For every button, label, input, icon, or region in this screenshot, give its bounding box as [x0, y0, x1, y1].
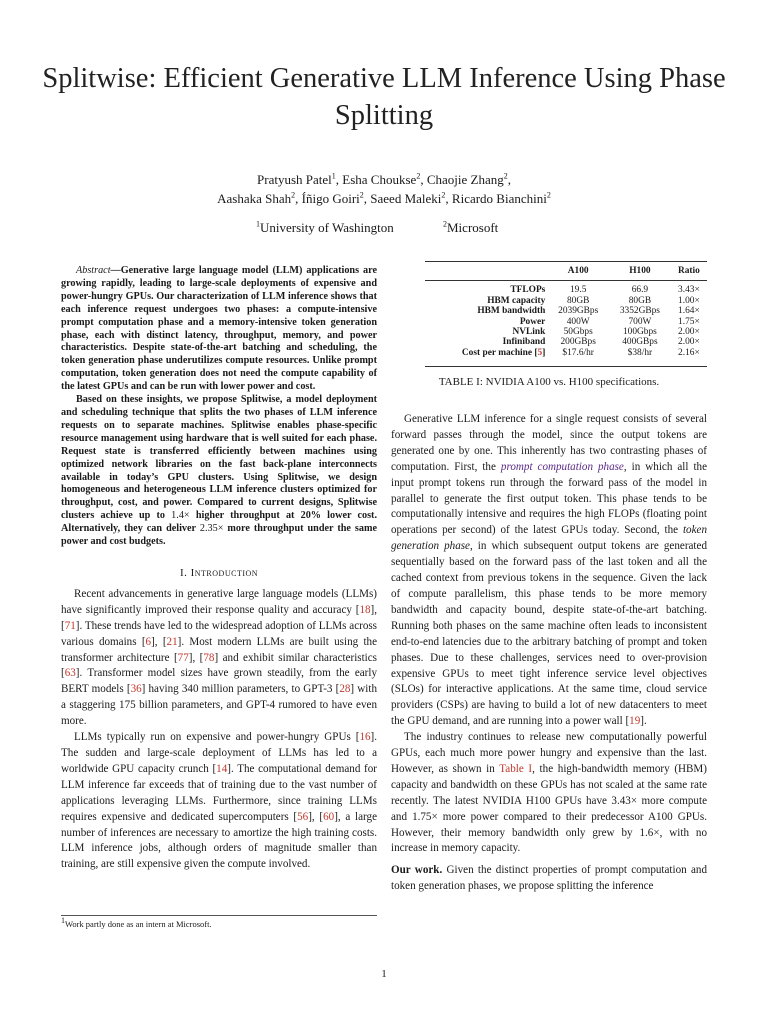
text-run: ] and exhibit similar characteristics [ — [61, 651, 377, 680]
row-label: Power — [519, 316, 546, 327]
author-affil-sup: 2 — [503, 171, 508, 181]
abstract-math: 1.4× — [171, 510, 190, 522]
text-run: ], [ — [188, 651, 204, 664]
left-column — [61, 265, 377, 873]
page-number: 1 — [381, 968, 387, 980]
cell-h100: $38/hr — [627, 347, 653, 358]
author-name: Íñigo Goiri — [301, 191, 360, 206]
cell-h100: 80GB — [628, 295, 652, 306]
citation-link[interactable]: 36 — [130, 683, 142, 696]
abstract-paragraph-2 — [61, 394, 377, 549]
citation-link[interactable]: 71 — [64, 619, 76, 632]
right-paragraph-3 — [391, 863, 707, 895]
cell-h100: 3352GBps — [619, 306, 660, 317]
cell-ratio: 2.16× — [678, 347, 700, 358]
run-in-heading: Our work. — [391, 864, 443, 877]
table-reference-link[interactable]: Table I — [499, 762, 533, 775]
text-run: ], [ — [308, 810, 324, 823]
author-name: Pratyush Patel — [257, 172, 332, 187]
author-line-2: Aashaka Shah$^2$, Íñigo Goiri$^2$, Saeed Maleki$^2$, Ricardo Bianchini$^2$ — [217, 190, 551, 206]
citation-link[interactable]: 63 — [64, 667, 76, 680]
text-run: ]. Transformer model sizes have grown steadily, from the early BERT models [ — [61, 667, 377, 696]
row-label — [425, 348, 547, 358]
footnote — [61, 915, 377, 929]
cell-ratio: 1.64× — [678, 306, 700, 317]
author-affil-sup: 2 — [546, 190, 551, 200]
affiliation-sup: 1 — [256, 219, 260, 229]
citation-link[interactable]: 18 — [359, 603, 371, 616]
citation-link[interactable]: 78 — [203, 651, 215, 664]
affiliation-name: Microsoft — [447, 220, 499, 235]
abstract-text: higher throughput at 20% lower cost. Alternatively, they can deliver — [61, 510, 377, 535]
text-run: The industry continues to release new computationally powerful GPUs, each much more power hungry and expensive than the last. However, as shown in — [391, 731, 707, 775]
citation-link[interactable]: 28 — [339, 683, 351, 696]
cell-ratio: 2.00× — [678, 337, 700, 348]
author-affil-sup: 2 — [291, 190, 296, 200]
text-run: ], [ — [61, 603, 377, 632]
cell-h100: 100Gbps — [622, 327, 657, 338]
footnote-text: Work partly done as an intern at Microsoft. — [65, 919, 212, 929]
intro-paragraph-2 — [61, 730, 377, 873]
author-name: Aashaka Shah — [217, 191, 292, 206]
abstract-text: more throughput under the same power and cost budgets. — [61, 523, 377, 548]
author-name: Esha Choukse — [342, 172, 417, 187]
author-affil-sup: 1 — [331, 171, 336, 181]
text-run: ], a large number of inferences are necessary to amortize the high training costs. LLM inference jobs, although orders of magnitude smaller than training, are still expensive given the compute involved. — [61, 810, 377, 871]
paper-title: Splitwise: Efficient Generative LLM Inference Using Phase Splitting — [42, 63, 726, 131]
text-run: Recent advancements in generative large language models (LLMs) have significantly improved their response quality and accuracy [ — [61, 587, 377, 616]
right-paragraph-1 — [391, 412, 707, 730]
citation-link[interactable]: 77 — [177, 651, 189, 664]
abstract-math: 2.35× — [199, 523, 224, 535]
cell-ratio: 1.00× — [678, 295, 700, 306]
affiliation-name: University of Washington — [260, 220, 394, 235]
cell-h100: 700W — [628, 316, 652, 327]
row-label-text: ] — [542, 347, 546, 358]
row-label-text: Cost per machine [ — [461, 347, 538, 358]
table-rule-top — [425, 261, 707, 262]
cell-ratio: 3.43× — [678, 285, 700, 296]
author-name: Chaojie Zhang — [426, 172, 504, 187]
abstract-text: Based on these insights, we propose Splitwise, a model deployment and scheduling technique that splits the two phases of LLM inference requests on to separate machines. Splitwise enables phase-specific resource management using hardware that is well suited for each phase. Request state is transferred efficiently between machines using optimized network libraries on the fast back-plane interconnects available in today’s GPU clusters. Using Splitwise, we design homogeneous and heterogeneous LLM inference clusters optimized for throughput, cost, and power. Compared to current designs, Splitwise clusters achieve up to — [61, 394, 377, 522]
text-run: Generative LLM inference for a single request consists of several forward passes through the model, since the output tokens are generated one by one. This inherently has two contrasting phases of computation. First, the — [391, 413, 707, 473]
author-affil-sup: 2 — [416, 171, 421, 181]
author-name: Saeed Maleki — [370, 191, 442, 206]
table-caption: TABLE I: NVIDIA A100 vs. H100 specifications. — [438, 376, 660, 388]
row-label: NVLink — [512, 327, 546, 338]
affiliations — [0, 220, 768, 240]
citation-link[interactable]: 60 — [323, 810, 335, 823]
citation-link[interactable]: 19 — [629, 715, 641, 728]
text-run: ] with a staggering 175 billion parameters, and GPT-4 rumored to have even more. — [61, 683, 377, 728]
text-run: LLMs typically run on expensive and power-hungry GPUs [ — [74, 731, 360, 744]
citation-link[interactable]: 5 — [537, 347, 543, 358]
emphasis-term: token generation phase — [391, 524, 707, 553]
text-run: ]. Most modern LLMs are built using the transformer architecture [ — [61, 635, 378, 664]
text-run: ]. These trends have led to the widespread adoption of LLMs across various domains [ — [61, 619, 377, 648]
table-header-cell: A100 — [567, 266, 589, 276]
cell-a100: 2039GBps — [558, 306, 599, 317]
citation-link[interactable]: 21 — [166, 635, 178, 648]
text-run: ]. — [640, 715, 647, 728]
citation-link[interactable]: 56 — [297, 810, 309, 823]
affiliation-sup: 2 — [443, 219, 447, 229]
abstract-text: —Generative large language model (LLM) applications are growing rapidly, leading to large-scale deployments of expensive and power-hungry GPUs. Our characterization of LLM inference shows that each inference request undergoes two phases: a compute-intensive prompt computation phase and a memory-intensive token generation phase, each with distinct latency, throughput, memory, and power characteristics. Despite state-of-the-art batching and scheduling, the token generation phase underutilizes compute resources. Unlike prompt computation, token generation does not need the compute capability of the latest GPUs and can be run with lower power and cost. — [61, 265, 377, 393]
table-header-cell — [425, 263, 547, 285]
intro-paragraph-1 — [61, 587, 377, 730]
table-row — [425, 327, 707, 337]
text-run: Given the distinct properties of prompt computation and token generation phases, we propose splitting the inference — [391, 864, 707, 893]
text-run: , the high-bandwidth memory (HBM) capacity and bandwidth on these GPUs has not scaled at the same rate recently. The latest NVIDIA H100 GPUs have 3.43× more compute and 1.75× more power compared to their predecessor A100 GPUs. However, their memory bandwidth only grew by 1.6×, with no increase in memory capacity. — [391, 762, 707, 855]
right-paragraph-2 — [391, 730, 707, 857]
row-label: HBM capacity — [487, 295, 546, 306]
author-line-1: Pratyush Patel$^1$, Esha Choukse$^2$, Chaojie Zhang$^2$, — [257, 171, 511, 187]
table-row — [425, 296, 707, 306]
section-heading — [61, 567, 377, 579]
cell-h100: 66.9 — [631, 285, 649, 296]
text-run: , in which subsequent output tokens are generated sequentially based on the forward pass of the last token and all the cached context from previous tokens in the sequence. Given the lack of compute parallelism, this phase tends to be more memory bandwidth and capacity bound, despite state-of-the-art batching. Running both phases on the same machine often leads to inconsistent end-to-end latencies due to the arbitrary batching of prompt and token phases. Due to these challenges, services need to over-provision expensive GPUs to meet tight inference service level objectives (SLOs) for interactive applications. At the same time, cloud service providers (CSPs) are having to build a lot of new datacenters to meet the GPU demand, and are running into a power wall [ — [391, 540, 707, 728]
citation-link[interactable]: 16 — [359, 731, 371, 744]
section-title: Introduction — [190, 566, 259, 579]
text-run: , in which all the input prompt tokens run through the forward pass of the model in parallel to generate the first output token. This phase tends to be computationally intensive and requires the high FLOPs (floating point operations per second) of the latest GPUs today. Second, the — [391, 460, 707, 537]
abstract-lead: Abstract — [76, 265, 111, 276]
cell-a100: 200GBps — [560, 337, 596, 348]
author-affil-sup: 2 — [441, 190, 446, 200]
cell-h100: 400GBps — [622, 337, 658, 348]
table-header-row — [425, 263, 707, 285]
text-run: ], [ — [151, 635, 167, 648]
text-run: ]. The sudden and large-scale deployment of LLMs has led to a worldwide GPU capacity crunch [ — [61, 731, 377, 775]
table-row — [425, 337, 707, 347]
affiliation-1 — [256, 220, 394, 236]
table-row — [425, 306, 707, 316]
affiliation-2 — [443, 220, 498, 236]
section-number: I. — [179, 566, 188, 579]
right-column-body — [391, 412, 707, 895]
text-run: ]. The computational demand for LLM inference far exceeds that of training due to the vast number of applications leveraging LLMs. Furthermore, since training LLMs requires expensive and dedicated supercomputers [ — [61, 762, 377, 823]
table-row — [425, 285, 707, 295]
table-header-cell: Ratio — [677, 266, 700, 276]
row-label: HBM bandwidth — [477, 306, 546, 317]
footnote-mark: 1 — [61, 916, 65, 926]
abstract-paragraph-1 — [61, 265, 377, 394]
author-list — [40, 170, 728, 208]
author-affil-sup: 2 — [359, 190, 364, 200]
row-label: TFLOPs — [510, 285, 546, 296]
spec-table — [425, 263, 707, 358]
cell-a100: 19.5 — [569, 285, 587, 296]
cell-ratio: 1.75× — [678, 316, 700, 327]
row-label: Infiniband — [502, 337, 546, 348]
table-row — [425, 348, 707, 358]
citation-link[interactable]: 6 — [145, 635, 152, 648]
emphasis-term: prompt computation phase — [500, 460, 624, 473]
table-row — [425, 317, 707, 327]
cell-a100: 50Gbps — [563, 327, 593, 338]
table-rule-bottom — [425, 366, 707, 367]
cell-a100: 400W — [566, 316, 590, 327]
cell-a100: $17.6/hr — [562, 347, 594, 358]
author-name: Ricardo Bianchini — [451, 191, 547, 206]
citation-link[interactable]: 14 — [216, 762, 228, 775]
cell-a100: 80GB — [566, 295, 590, 306]
text-run: ] having 340 million parameters, to GPT-3 [ — [141, 683, 340, 696]
table-header-cell: H100 — [629, 266, 651, 276]
cell-ratio: 2.00× — [678, 327, 700, 338]
